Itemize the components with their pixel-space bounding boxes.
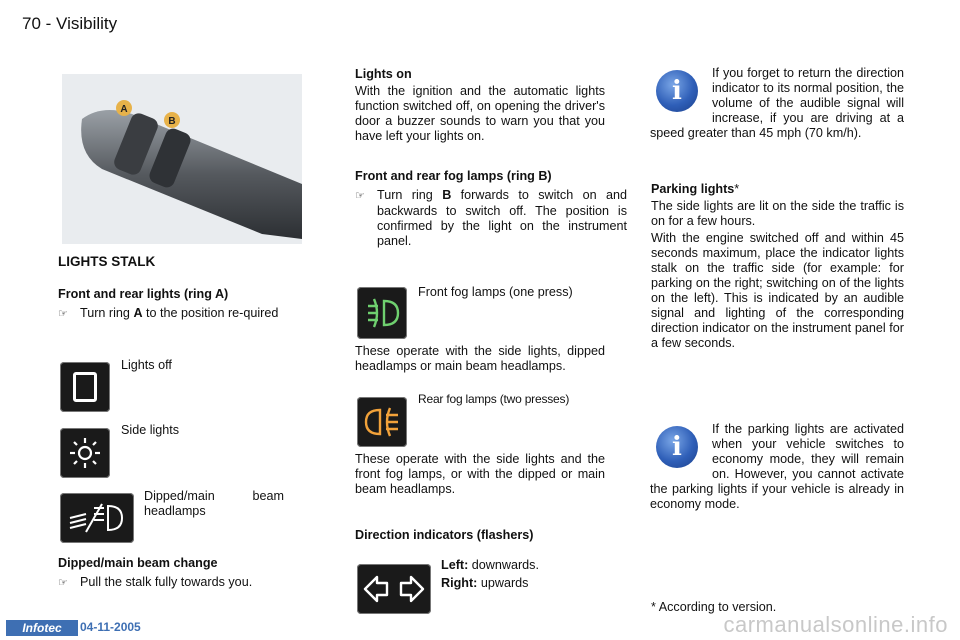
info-box-2 [650, 422, 904, 512]
info-icon: i [656, 426, 698, 468]
right-direction: Right: upwards [441, 576, 529, 590]
stalk-illustration [62, 74, 302, 244]
info2-text: If the parking lights are activated when your vehicle switches to economy mode, they will remain on. However, you cannot activate the parking lights if your vehicle is already in economy mode. [650, 422, 904, 511]
side-lights-icon [60, 428, 110, 478]
stalk-label-b: B [168, 116, 176, 127]
parking-p2: With the engine switched off and within 45 seconds maximum, place the indicator lights stalk on the traffic side (for example: for parking on the right; switching on of the lights on the left). This is indicated by an audible signal and lighting of the corresponding direction indicator on the instrument panel for a few seconds. [651, 231, 904, 350]
section-title: Visibility [56, 14, 118, 33]
side-lights-label: Side lights [121, 423, 180, 437]
front-fog-label: Front fog lamps (one press) [418, 285, 573, 299]
page-number: 70 [22, 14, 41, 33]
beam-change-bullet: ☞ Pull the stalk fully towards you. [58, 575, 253, 589]
footer-date: 04-11-2005 [80, 620, 141, 634]
pointing-hand-icon: ☞ [58, 308, 68, 320]
ring-a-heading: Front and rear lights (ring A) [58, 287, 229, 301]
footnote: * According to version. [651, 600, 777, 614]
left-direction: Left: downwards. [441, 558, 539, 572]
stalk-label-a: A [120, 104, 128, 115]
info1-text: If you forget to return the direction indicator to its normal position, the volume of the audible signal will increase, if you are driving at a speed greater than 45 mph (70 km/h). [650, 66, 904, 140]
lights-stalk-title: LIGHTS STALK [58, 254, 156, 269]
pointing-hand-icon: ☞ [355, 190, 365, 202]
lights-off-icon [60, 362, 110, 412]
front-fog-text: These operate with the side lights, dipped headlamps or main beam headlamps. [355, 344, 605, 373]
dipped-beam-icon [60, 493, 134, 543]
fog-bullet: ☞ Turn ring B forwards to switch on and backwards to switch off. The position is confirmed by the light on the instrument panel. [355, 188, 627, 248]
pointing-hand-icon: ☞ [58, 577, 68, 589]
parking-p1: The side lights are lit on the side the traffic is on for a few hours. [651, 199, 904, 228]
info-icon: i [656, 70, 698, 112]
lights-on-text: With the ignition and the automatic lights function switched off, on opening the driver's door a buzzer sounds to warn you that you have left your lights on. [355, 84, 605, 143]
header-separator: - [40, 14, 57, 33]
infotec-logo: Infotec [6, 620, 78, 636]
watermark: carmanualsonline.info [723, 612, 948, 637]
beam-change-heading: Dipped/main beam change [58, 556, 218, 570]
dipped-main-label: Dipped/main beam headlamps [144, 489, 284, 518]
rear-fog-text: These operate with the side lights and the front fog lamps, or with the dipped or main beam headlamps. [355, 452, 605, 496]
info-box-1 [650, 66, 904, 141]
lights-stalk-image [62, 74, 302, 244]
fog-heading: Front and rear fog lamps (ring B) [355, 169, 552, 183]
direction-arrows-icon [357, 564, 431, 614]
front-fog-icon [357, 287, 407, 339]
lights-off-label: Lights off [121, 358, 172, 372]
rear-fog-icon [357, 397, 407, 447]
direction-heading: Direction indicators (flashers) [355, 528, 534, 542]
ring-a-bullet: ☞ Turn ring A to the position re-quired [58, 306, 279, 320]
rear-fog-label: Rear fog lamps (two presses) [418, 392, 570, 406]
page-header [22, 14, 117, 34]
parking-heading: Parking lights* [651, 182, 740, 196]
lights-on-heading: Lights on [355, 67, 412, 81]
